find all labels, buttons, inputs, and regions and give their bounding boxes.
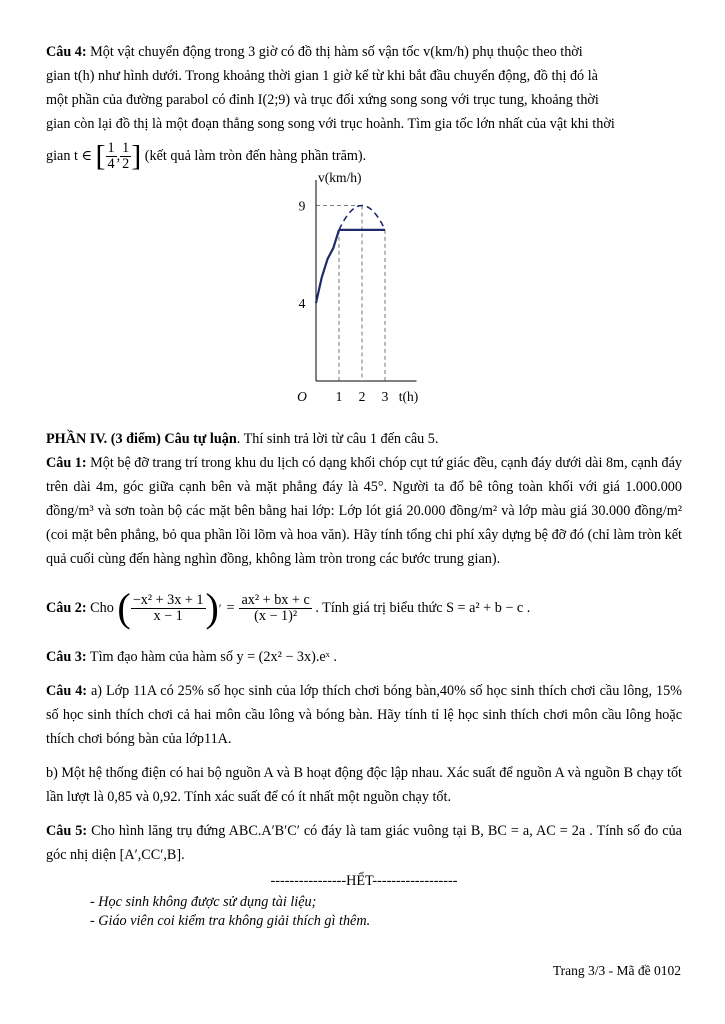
note-2: - Giáo viên coi kiểm tra không giải thích gì thêm. xyxy=(90,913,371,930)
part-4-q1-text: Một bệ đỡ trang trí trong khu du lịch có dạng khối chóp cụt tứ giác đều, cạnh đáy dưới dài 8m, cạnh đáy trên dài 4m, góc giữa cạnh bên và mặt phẳng đáy là 45°. Người ta đổ bê tông toàn khối với giá 1.000.000 đồng/m³ và sơn toàn bộ các mặt bên bằng hai lớp: Lớp lót giá 20.000 đồng/m² và lớp màu giá 30.000 đồng/m² (coi mặt bên phẳng, bỏ qua phần lồi lõm và hoa văn). Hãy tính tổng chi phí xây dựng bệ đỡ đó (chỉ làm tròn kết quả cuối cùng đến hàng nghìn đồng, không làm tròn trong các bước trung gian). xyxy=(46,454,682,567)
part-4-q2-post: . Tính giá trị biểu thức S = a² + b − c . xyxy=(315,599,531,616)
question-4-block: Câu 4: Một vật chuyển động trong 3 giờ có đồ thị hàm số vận tốc v(km/h) phụ thuộc theo thời gian t(h) như hình dưới. Trong khoảng thời gian 1 giờ kể từ khi bắt đầu chuyển động, đồ thị đó là một phần của đường parabol có đỉnh I(2;9) và trục đối xứng song song với trục tung, khoảng thời gian còn lại đồ thị là một đoạn thẳng song song với trục hoành. Tìm gia tốc lớn nhất của vật khi thời gian t ∈ [ $\frac{1}{4}$ , $\frac{1}{2}$ ] (kết quả làm tròn đến hàng phần trăm). xyxy=(46,40,682,177)
fraction-one-half: $\frac{1}{2}$ xyxy=(122,140,130,173)
derivative-formula: ( $\frac{\text{−x² + 3x + 1}}{x - 1}$ ) ′ = $\frac{\text{ax² + bx + c}}{\text{(x − 1)²}}$ xyxy=(117,585,310,631)
y-tick-label-9: 9 xyxy=(298,198,306,214)
part-4-q4b-text: b) Một hệ thống điện có hai bộ nguồn A và B hoạt động độc lập nhau. Xác suất để nguồn A và nguồn B chạy tốt lần lượt là 0,85 và 0,92. Tính xác suất để có ít nhất một nguồn chạy tốt. xyxy=(46,765,682,806)
x-tick-label-1: 1 xyxy=(335,388,343,404)
part-4-q4-text: a) Lớp 11A có 25% số học sinh của lớp thích chơi bóng bàn,40% số học sinh thích chơi cầu lông, 15% số học sinh thích chơi cả hai môn cầu lông và bóng bàn. Hãy tính tỉ lệ học sinh thích chơi môn cầu lông hoặc thích chơi bóng bàn của lớp11A. xyxy=(46,683,682,748)
question-4-label: Câu 4: xyxy=(46,44,87,60)
q2-lhs-numerator: −x² + 3x + 1 xyxy=(132,591,204,608)
page-footer: Trang 3/3 - Mã đề 0102 xyxy=(552,963,681,978)
part-4-q2-label: Câu 2: xyxy=(46,599,87,616)
question-4-gian: gian t ∈ xyxy=(46,148,92,164)
q2-rhs-denominator: (x − 1)² xyxy=(254,607,298,624)
part-4-block xyxy=(46,427,682,932)
q2-rhs-numerator: ax² + bx + c xyxy=(241,591,310,608)
part-4-q5-text: Cho hình lăng trụ đứng ABC.A′B′C′ có đáy là tam giác vuông tại B, BC = a, AC = 2a . Tính số đo của góc nhị diện [A′,CC′,B]. xyxy=(46,823,682,864)
origin-label: O xyxy=(297,388,307,404)
part-4-q3-text: Tìm đạo hàm của hàm số y = (2x² − 3x).eˣ . xyxy=(89,649,337,666)
question-4-tail: (kết quả làm tròn đến hàng phần trăm). xyxy=(144,148,367,164)
x-axis-label: t(h) xyxy=(398,388,419,404)
parabola-curve xyxy=(316,230,339,303)
part-4-q2-pre: Cho xyxy=(90,599,114,616)
question-4-line-1: Một vật chuyển động trong 3 giờ có đồ thị hàm số vận tốc v(km/h) phụ thuộc theo thời xyxy=(90,44,583,60)
part-4-q3-label: Câu 3: xyxy=(46,649,87,666)
fraction-one-quarter: $\frac{1}{4}$ xyxy=(107,140,115,173)
x-tick-label-2: 2 xyxy=(358,388,366,404)
question-4-line-4: gian còn lại đồ thị là một đoạn thẳng song song với trục hoành. Tìm gia tốc lớn nhất của vật khi thời xyxy=(46,116,615,132)
part-4-q1-label: Câu 1: xyxy=(46,454,87,471)
q2-lhs-denominator: x − 1 xyxy=(153,607,183,624)
question-4-line-3: một phần của đường parabol có đỉnh I(2;9) và trục đối xứng song song với trục tung, khoảng thời xyxy=(46,92,599,108)
velocity-chart-svg xyxy=(46,169,682,421)
part-4-heading: PHẦN IV. (3 điểm) Câu tự luận xyxy=(46,430,237,447)
y-axis-label: v(km/h) xyxy=(318,169,362,185)
end-marker: ----------------HẾT------------------ xyxy=(270,873,458,890)
part-4-q4-label: Câu 4: xyxy=(46,683,88,700)
y-tick-label-4: 4 xyxy=(298,295,306,311)
part-4-q5-label: Câu 5: xyxy=(46,823,88,840)
velocity-chart xyxy=(46,169,682,421)
question-4-line-2: gian t(h) như hình dưới. Trong khoảng thời gian 1 giờ kể từ khi bắt đầu chuyển động, đồ thị đó là xyxy=(46,68,598,84)
exam-page xyxy=(46,40,682,931)
note-1: - Học sinh không được sử dụng tài liệu; xyxy=(90,894,317,911)
part-4-intro: . Thí sinh trả lời từ câu 1 đến câu 5. xyxy=(236,430,439,447)
x-tick-label-3: 3 xyxy=(381,388,389,404)
